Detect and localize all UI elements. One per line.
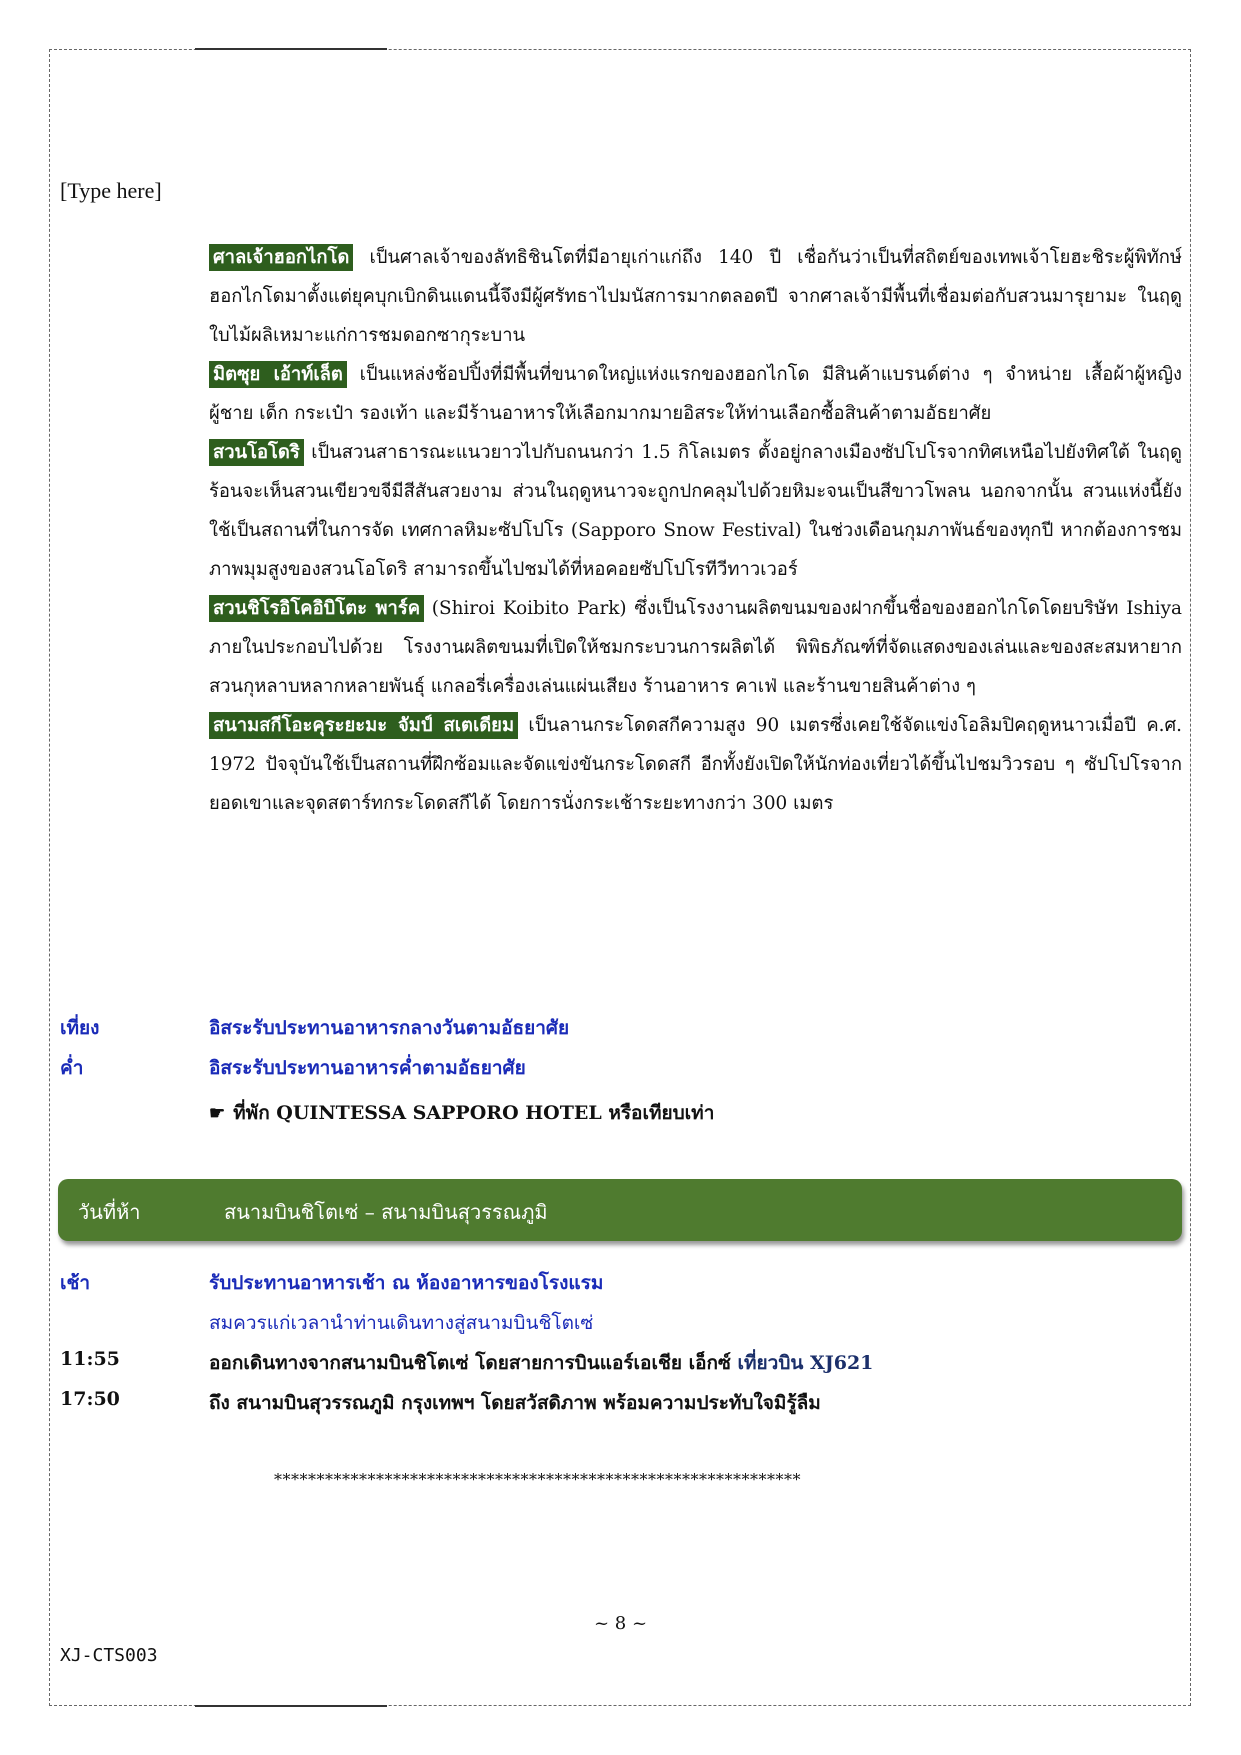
hotel-text: ที่พัก QUINTESSA SAPPORO HOTEL หรือเทียบเท่า xyxy=(233,1102,715,1124)
attraction-title: สนามสกีโอะคุระยะมะ จัมป์ สเตเดียม xyxy=(209,712,518,739)
hotel-line xyxy=(209,1098,714,1128)
attraction-paragraph xyxy=(209,706,1182,823)
hand-pointing-icon: ☛ xyxy=(209,1103,226,1124)
departure-time: 11:55 xyxy=(60,1348,120,1370)
flight-number: เที่ยวบิน XJ621 xyxy=(730,1352,874,1374)
top-rule xyxy=(195,48,387,50)
attraction-paragraph xyxy=(209,589,1182,706)
attraction-text: เป็นสวนสาธารณะแนวยาวไปกับถนนกว่า 1.5 กิโลเมตร ตั้งอยู่กลางเมืองซัปโปโรจากทิศเหนือไปยังทิศใต้ ในฤดูร้อนจะเห็นสวนเขียวขจีมีสีสันสวยงาม ส่วนในฤดูหนาวจะถูกปกคลุมไปด้วยหิมะจนเป็นสีขาวโพลน นอกจากนั้น สวนแห่งนี้ยังใช้เป็นสถานที่ในการจัด เทศกาลหิมะซัปโปโร (Sapporo Snow Festival) ในช่วงเดือนกุมภาพันธ์ของทุกปี หากต้องการชมภาพมุมสูงของสวนโอโดริ สามารถขึ้นไปชมได้ที่หอคอยซัปโปโรทีวีทาวเวอร์ xyxy=(209,442,1182,580)
day-route: สนามบินชิโตเซ่ – สนามบินสุวรรณภูมิ xyxy=(224,1200,548,1224)
bottom-rule xyxy=(195,1705,387,1707)
day-label: วันที่ห้า xyxy=(78,1200,141,1224)
morning-label: เช้า xyxy=(60,1272,91,1294)
attraction-text: เป็นลานกระโดดสกีความสูง 90 เมตรซึ่งเคยใช้จัดแข่งโอลิมปิคฤดูหนาวเมื่อปี ค.ศ. 1972 ปัจจุบันใช้เป็นสถานที่ฝึกซ้อมและจัดแข่งขันกระโดดสกี อีกทั้งยังเปิดให้นักท่องเที่ยวได้ขึ้นไปชมวิวรอบ ๆ ซัปโปโรจากยอดเขาและจุดสตาร์ทกระโดดสกีได้ โดยการนั่งกระเช้าระยะทางกว่า 300 เมตร xyxy=(209,715,1183,814)
arrival-time: 17:50 xyxy=(60,1388,120,1410)
attraction-title: สวนชิโรอิโคอิบิโตะ พาร์ค xyxy=(209,595,424,622)
attraction-text: เป็นศาลเจ้าของลัทธิชินโตที่มีอายุเก่าแก่ถึง 140 ปี เชื่อกันว่าเป็นที่สถิตย์ของเทพเจ้าโยฮะชิระผู้พิทักษ์ฮอกไกโดมาตั้งแต่ยุคบุกเบิกดินแดนนี้จึงมีผู้ศรัทธาไปมนัสการมากตลอดปี จากศาลเจ้ามีพื้นที่เชื่อมต่อกับสวนมารุยามะ ในฤดูใบไม้ผลิเหมาะแก่การชมดอกซากุระบาน xyxy=(209,247,1182,346)
attraction-text: เป็นแหล่งช้อปปิ้งที่มีพื้นที่ขนาดใหญ่แห่งแรกของฮอกไกโด มีสินค้าแบรนด์ต่าง ๆ จำหน่าย เสื้อผ้าผู้หญิง ผู้ชาย เด็ก กระเป๋า รองเท้า และมีร้านอาหารให้เลือกมากมายอิสระให้ท่านเลือกซื้อสินค้าตามอัธยาศัย xyxy=(209,364,1182,424)
morning-text: รับประทานอาหารเช้า ณ ห้องอาหารของโรงแรม xyxy=(209,1272,604,1294)
header-placeholder: [Type here] xyxy=(60,178,162,203)
attraction-paragraph xyxy=(209,355,1182,433)
dinner-label: ค่ำ xyxy=(60,1057,84,1079)
attraction-paragraph xyxy=(209,433,1182,589)
attraction-paragraph xyxy=(209,238,1182,355)
attraction-title: มิตซุย เอ้าท์เล็ต xyxy=(209,361,347,388)
lunch-label: เที่ยง xyxy=(60,1017,100,1039)
arrival-text: ถึง สนามบินสุวรรณภูมิ กรุงเทพฯ โดยสวัสดิภาพ พร้อมความประทับใจมิรู้ลืม xyxy=(209,1392,821,1414)
departure-text: ออกเดินทางจากสนามบินชิโตเซ่ โดยสายการบินแอร์เอเชีย เอ็กซ์ xyxy=(209,1352,731,1374)
morning-subtext: สมควรแก่เวลานำท่านเดินทางสู่สนามบินชิโตเซ่ xyxy=(209,1312,594,1334)
dinner-text: อิสระรับประทานอาหารค่ำตามอัธยาศัย xyxy=(209,1057,526,1079)
attraction-text: (Shiroi Koibito Park) ซึ่งเป็นโรงงานผลิตขนมของฝากขึ้นชื่อของฮอกไกโดโดยบริษัท Ishiya ภายในประกอบไปด้วย โรงงานผลิตขนมที่เปิดให้ชมกระบวนการผลิตได้ พิพิธภัณฑ์ที่จัดแสดงของเล่นและของสะสมหายาก สวนกุหลาบหลากหลายพันธุ์ แกลอรี่เครื่องเล่นแผ่นเสียง ร้านอาหาร คาเฟ่ และร้านขายสินค้าต่าง ๆ xyxy=(209,598,1182,697)
departure-line xyxy=(209,1348,873,1378)
lunch-text: อิสระรับประทานอาหารกลางวันตามอัธยาศัย xyxy=(209,1017,570,1039)
attraction-title: สวนโอโดริ xyxy=(209,439,304,466)
page-number: ~ 8 ~ xyxy=(593,1613,648,1634)
attraction-title: ศาลเจ้าฮอกไกโด xyxy=(209,244,353,271)
document-code: XJ-CTS003 xyxy=(60,1645,158,1666)
attractions-section xyxy=(209,238,1182,823)
day-five-header xyxy=(58,1179,1182,1241)
divider-stars: ************************************************************** xyxy=(274,1470,801,1489)
